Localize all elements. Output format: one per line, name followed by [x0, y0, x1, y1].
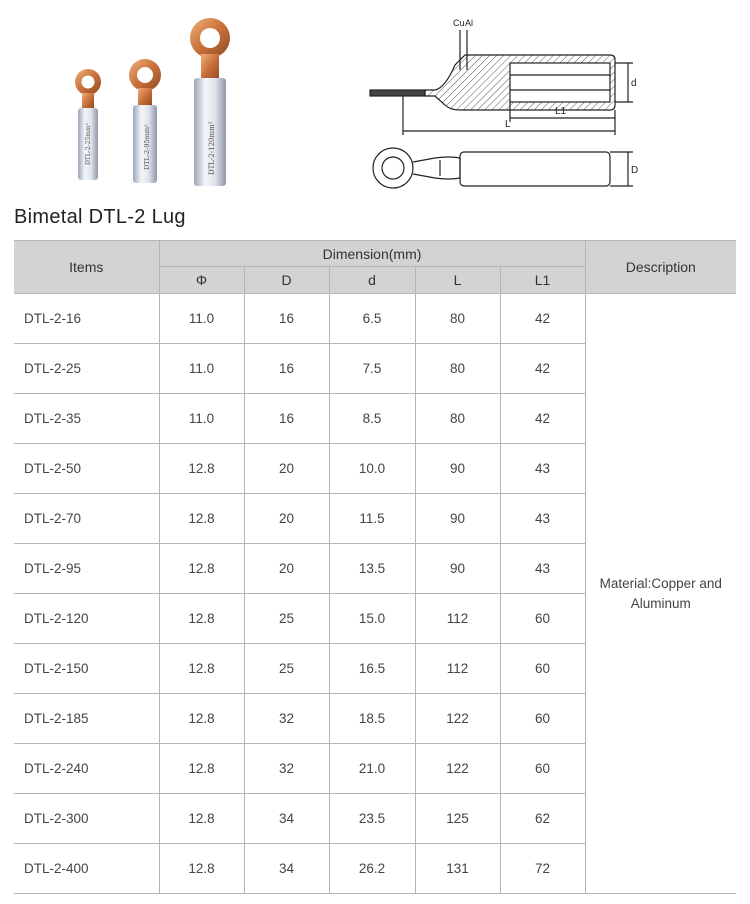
- cell-item: DTL-2-25: [14, 344, 159, 394]
- cell-L: 90: [415, 444, 500, 494]
- cell-item: DTL-2-16: [14, 294, 159, 344]
- page-title: Bimetal DTL-2 Lug: [14, 206, 186, 228]
- header-items: Items: [14, 241, 159, 294]
- cell-D: 20: [244, 444, 329, 494]
- cell-item: DTL-2-400: [14, 844, 159, 894]
- header-phi: Φ: [159, 267, 244, 294]
- cell-phi: 12.8: [159, 494, 244, 544]
- cell-L1: 60: [500, 644, 585, 694]
- cell-phi: 12.8: [159, 794, 244, 844]
- cell-D: 16: [244, 344, 329, 394]
- cell-d: 8.5: [329, 394, 415, 444]
- cell-L: 122: [415, 694, 500, 744]
- label-d-small: d: [631, 78, 637, 89]
- cell-D: 34: [244, 844, 329, 894]
- label-l: L: [505, 119, 511, 130]
- cell-item: DTL-2-150: [14, 644, 159, 694]
- cell-d: 13.5: [329, 544, 415, 594]
- cell-d: 16.5: [329, 644, 415, 694]
- header-description: Description: [585, 241, 736, 294]
- cell-d: 7.5: [329, 344, 415, 394]
- cell-d: 21.0: [329, 744, 415, 794]
- cell-L: 80: [415, 344, 500, 394]
- cell-L: 112: [415, 594, 500, 644]
- cell-D: 25: [244, 644, 329, 694]
- spec-table: [14, 240, 736, 894]
- cell-phi: 11.0: [159, 294, 244, 344]
- cell-d: 26.2: [329, 844, 415, 894]
- header-L: L: [415, 267, 500, 294]
- cell-L: 90: [415, 544, 500, 594]
- cell-L: 112: [415, 644, 500, 694]
- cell-L: 122: [415, 744, 500, 794]
- cell-d: 15.0: [329, 594, 415, 644]
- table-header: [14, 241, 736, 294]
- cell-L1: 42: [500, 394, 585, 444]
- cell-D: 34: [244, 794, 329, 844]
- cell-phi: 11.0: [159, 344, 244, 394]
- cell-L1: 42: [500, 344, 585, 394]
- cell-L1: 43: [500, 494, 585, 544]
- cell-phi: 12.8: [159, 444, 244, 494]
- cell-d: 6.5: [329, 294, 415, 344]
- product-photo: [60, 10, 250, 190]
- cell-item: DTL-2-240: [14, 744, 159, 794]
- cell-phi: 11.0: [159, 394, 244, 444]
- cell-d: 11.5: [329, 494, 415, 544]
- table-row: [14, 294, 736, 344]
- cell-item: DTL-2-35: [14, 394, 159, 444]
- header-dimension: Dimension(mm): [159, 241, 585, 267]
- cell-phi: 12.8: [159, 644, 244, 694]
- lug-large: [190, 18, 230, 186]
- cell-L: 131: [415, 844, 500, 894]
- label-al: Al: [465, 18, 474, 28]
- cell-L1: 42: [500, 294, 585, 344]
- cell-L1: 43: [500, 444, 585, 494]
- cell-L: 80: [415, 394, 500, 444]
- cell-item: DTL-2-50: [14, 444, 159, 494]
- cell-L1: 62: [500, 794, 585, 844]
- technical-drawing: [365, 10, 640, 205]
- cell-L: 80: [415, 294, 500, 344]
- cell-L1: 60: [500, 694, 585, 744]
- cell-item: DTL-2-95: [14, 544, 159, 594]
- cell-L: 90: [415, 494, 500, 544]
- cell-d: 10.0: [329, 444, 415, 494]
- lug-small: [75, 69, 101, 180]
- header-L1: L1: [500, 267, 585, 294]
- header-d: d: [329, 267, 415, 294]
- cell-phi: 12.8: [159, 844, 244, 894]
- lug-small-label: DTL-2-25mm²: [85, 122, 92, 165]
- cell-item: DTL-2-70: [14, 494, 159, 544]
- lug-technical-drawing: [365, 10, 640, 205]
- cell-item: DTL-2-300: [14, 794, 159, 844]
- table-body: [14, 294, 736, 894]
- cell-D: 20: [244, 494, 329, 544]
- cell-D: 16: [244, 294, 329, 344]
- lug-medium-label: DTL-2-95mm²: [143, 124, 151, 170]
- cell-D: 20: [244, 544, 329, 594]
- lug-photo-illustration: [60, 10, 250, 190]
- label-cu: Cu: [453, 18, 465, 28]
- cell-d: 18.5: [329, 694, 415, 744]
- cell-D: 32: [244, 694, 329, 744]
- cell-L1: 60: [500, 594, 585, 644]
- header-D: D: [244, 267, 329, 294]
- cell-L1: 43: [500, 544, 585, 594]
- cell-item: DTL-2-120: [14, 594, 159, 644]
- cell-phi: 12.8: [159, 694, 244, 744]
- cell-D: 16: [244, 394, 329, 444]
- label-d-big: D: [631, 165, 639, 176]
- cell-phi: 12.8: [159, 594, 244, 644]
- cell-D: 25: [244, 594, 329, 644]
- cell-phi: 12.8: [159, 544, 244, 594]
- cell-item: DTL-2-185: [14, 694, 159, 744]
- lug-large-label: DTL-2-120mm²: [208, 121, 216, 175]
- cell-phi: 12.8: [159, 744, 244, 794]
- label-l1: L1: [555, 106, 567, 117]
- cell-L1: 60: [500, 744, 585, 794]
- cell-L: 125: [415, 794, 500, 844]
- cell-d: 23.5: [329, 794, 415, 844]
- cell-description: Material:Copper and Aluminum: [585, 294, 736, 894]
- cell-D: 32: [244, 744, 329, 794]
- cell-L1: 72: [500, 844, 585, 894]
- lug-medium: [129, 59, 161, 183]
